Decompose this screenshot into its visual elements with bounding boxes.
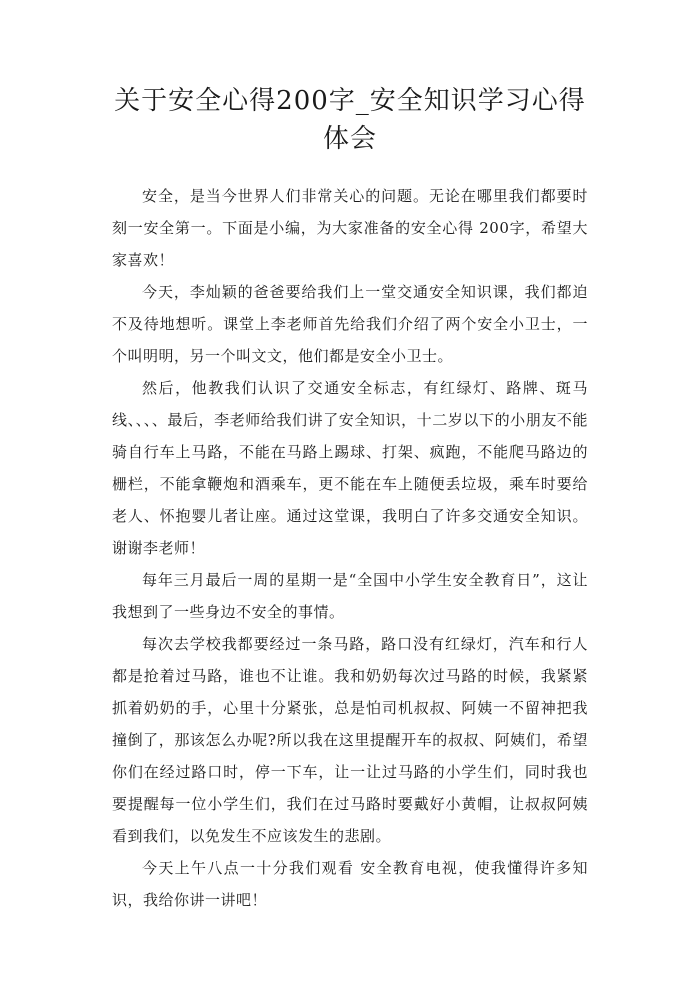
paragraph: 今天上午八点一十分我们观看 安全教育电视，使我懂得许多知识，我给你讲一讲吧！: [112, 859, 588, 909]
paragraph: 今天，李灿颖的爸爸要给我们上一堂交通安全知识课，我们都迫不及待地想听。课堂上李老师首先给我们介绍了两个安全小卫士，一个叫明明，另一个叫文文，他们都是安全小卫士。: [112, 283, 588, 365]
document-title: 关于安全心得200字_安全知识学习心得体会: [114, 86, 586, 154]
document-body: [112, 180, 588, 916]
paragraph: 然后，他教我们认识了交通安全标志，有红绿灯、路牌、斑马线、、、、最后，李老师给我们讲了安全知识，十二岁以下的小朋友不能骑自行车上马路，不能在马路上踢球、打架、疯跑，不能爬马路边的栅栏，不能拿鞭炮和酒乘车，更不能在车上随便丢垃圾，乘车时要给老人、怀抱婴儿者让座。通过这堂课，我明白了许多交通安全知识。谢谢李老师！: [112, 379, 588, 557]
paragraph: 每年三月最后一周的星期一是“全国中小学生安全教育日”，这让我想到了一些身边不安全的事情。: [112, 571, 588, 621]
paragraph: 安全，是当今世界人们非常关心的问题。无论在哪里我们都要时刻一安全第一。下面是小编，为大家准备的安全心得 200字，希望大家喜欢！: [112, 187, 588, 269]
paragraph: 每次去学校我都要经过一条马路，路口没有红绿灯，汽车和行人都是抢着过马路，谁也不让谁。我和奶奶每次过马路的时候，我紧紧抓着奶奶的手，心里十分紧张，总是怕司机叔叔、阿姨一不留神把我撞倒了，那该怎么办呢?所以我在这里提醒开车的叔叔、阿姨们，希望你们在经过路口时，停一下车，让一让过马路的小学生们，同时我也要提醒每一位小学生们，我们在过马路时要戴好小黄帽，让叔叔阿姨看到我们，以免发生不应该发生的悲剧。: [112, 635, 588, 845]
